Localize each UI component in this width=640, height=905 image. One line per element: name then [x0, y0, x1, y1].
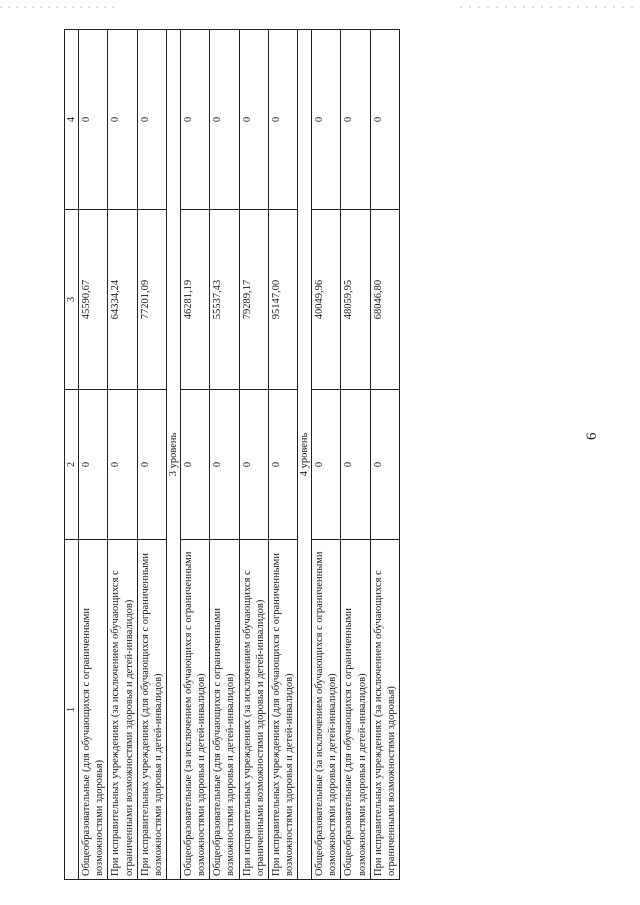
header-cell: 2: [65, 390, 79, 540]
table-row: [312, 30, 341, 880]
level-row: [166, 30, 180, 880]
rotated-page: [64, 20, 624, 880]
value-col-2: 0: [137, 390, 166, 540]
table-row: [79, 30, 108, 880]
value-col-2: 0: [108, 390, 137, 540]
value-col-3: 46281,19: [181, 210, 210, 390]
value-col-2: 0: [312, 390, 341, 540]
value-col-2: 0: [79, 390, 108, 540]
header-cell: 1: [65, 540, 79, 880]
value-col-4: 0: [79, 30, 108, 210]
value-col-2: 0: [268, 390, 297, 540]
value-col-3: 68046,80: [370, 210, 399, 390]
table-row: [268, 30, 297, 880]
value-col-4: 0: [312, 30, 341, 210]
level-row: [298, 30, 312, 880]
value-col-4: 0: [181, 30, 210, 210]
value-col-2: 0: [239, 390, 268, 540]
value-col-3: 45590,67: [79, 210, 108, 390]
value-col-2: 0: [181, 390, 210, 540]
table-row: [181, 30, 210, 880]
header-cell: 3: [65, 210, 79, 390]
header-row: [65, 30, 79, 880]
value-col-2: 0: [370, 390, 399, 540]
value-col-3: 64334,24: [108, 210, 137, 390]
table-row: [239, 30, 268, 880]
header-cell: 4: [65, 30, 79, 210]
table-row: [370, 30, 399, 880]
value-col-2: 0: [210, 390, 239, 540]
level-label: 4 уровень: [298, 30, 312, 880]
value-col-4: 0: [239, 30, 268, 210]
data-table: [64, 29, 400, 880]
table-row: [210, 30, 239, 880]
institution-type: При исправительных учреждениях (для обучающихся с ограниченными возможностями здоровья и детей-инвалидов): [268, 540, 297, 880]
value-col-3: 95147,00: [268, 210, 297, 390]
institution-type: Общеобразовательные (для обучающихся с ограниченными возможностями здоровья и детей-инвалидов): [210, 540, 239, 880]
table-row: [108, 30, 137, 880]
value-col-4: 0: [268, 30, 297, 210]
table-row: [137, 30, 166, 880]
value-col-3: 79289,17: [239, 210, 268, 390]
value-col-3: 48059,95: [341, 210, 370, 390]
level-label: 3 уровень: [166, 30, 180, 880]
institution-type: При исправительных учреждениях (за исключением обучающихся с ограниченными возможностями здоровья): [370, 540, 399, 880]
institution-type: При исправительных учреждениях (за исключением обучающихся с ограниченными возможностями здоровья и детей-инвалидов): [239, 540, 268, 880]
page-number: 6: [584, 432, 600, 440]
institution-type: Общеобразовательные (за исключением обучающихся с ограниченными возможностями здоровья и детей-инвалидов): [181, 540, 210, 880]
institution-type: При исправительных учреждениях (за исключением обучающихся с ограниченными возможностями здоровья и детей-инвалидов): [108, 540, 137, 880]
value-col-3: 40049,96: [312, 210, 341, 390]
value-col-4: 0: [210, 30, 239, 210]
value-col-4: 0: [370, 30, 399, 210]
value-col-4: 0: [108, 30, 137, 210]
scan-artifact-dots: [0, 0, 640, 12]
institution-type: Общеобразовательные (за исключением обучающихся с ограниченными возможностями здоровья и детей-инвалидов): [312, 540, 341, 880]
value-col-2: 0: [341, 390, 370, 540]
value-col-3: 77201,09: [137, 210, 166, 390]
value-col-3: 55537,43: [210, 210, 239, 390]
institution-type: При исправительных учреждениях (для обучающихся с ограниченными возможностями здоровья и детей-инвалидов): [137, 540, 166, 880]
institution-type: Общеобразовательные (для обучающихся с ограниченными возможностями здоровья): [79, 540, 108, 880]
value-col-4: 0: [341, 30, 370, 210]
table-row: [341, 30, 370, 880]
value-col-4: 0: [137, 30, 166, 210]
institution-type: Общеобразовательные (для обучающихся с ограниченными возможностями здоровья и детей-инвалидов): [341, 540, 370, 880]
